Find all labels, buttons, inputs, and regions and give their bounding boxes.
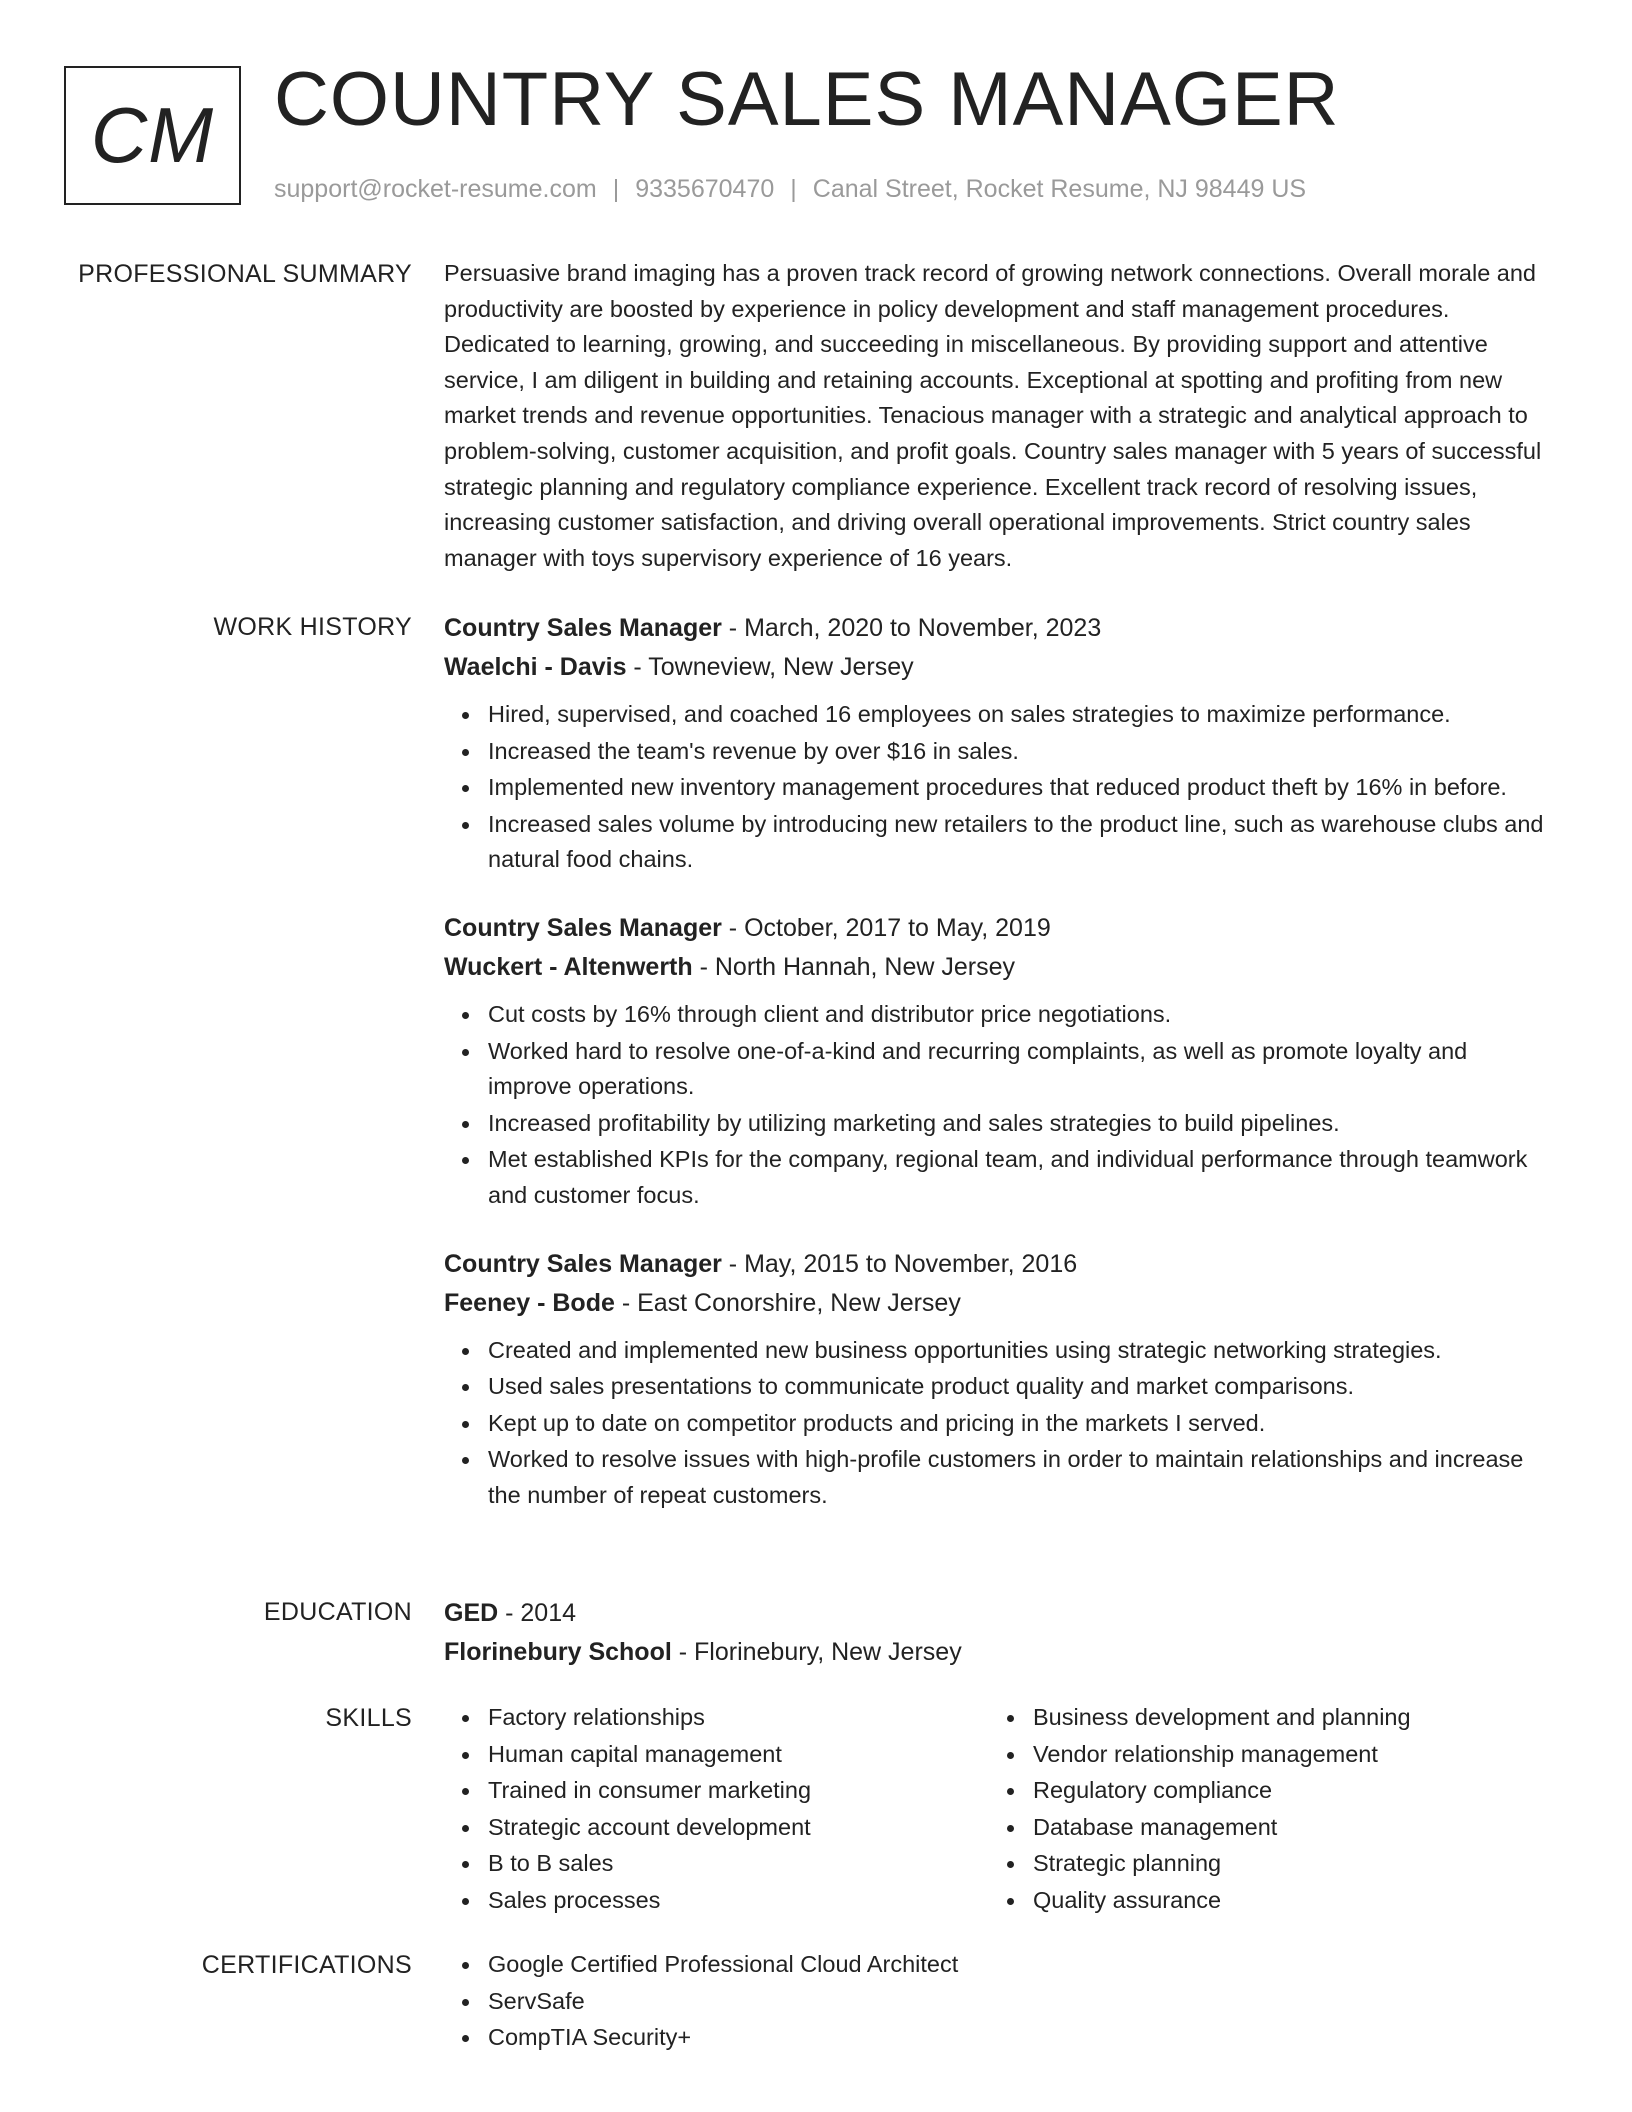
contact-line	[274, 173, 1306, 205]
job-dates: - October, 2017 to May, 2019	[721, 913, 1051, 942]
job-company: Wuckert - Altenwerth	[444, 952, 693, 981]
job-bullet: Cut costs by 16% through client and distributor price negotiations.	[488, 997, 1556, 1033]
job-bullet: Increased profitability by utilizing marketing and sales strategies to build pipelines.	[488, 1106, 1556, 1142]
contact-address: Canal Street, Rocket Resume, NJ 98449 US	[812, 175, 1307, 203]
job-bullet: Worked to resolve issues with high-profile customers in order to maintain relationships and increase the number of repeat customers.	[488, 1442, 1556, 1513]
skills-column-left	[444, 1700, 989, 1920]
job-title: Country Sales Manager	[444, 614, 722, 642]
section-label-skills: SKILLS	[325, 1704, 412, 1732]
job-title: Country Sales Manager	[444, 1249, 722, 1278]
contact-separator: |	[790, 175, 797, 203]
skills-list-right	[989, 1700, 1534, 1919]
job-bullets	[444, 1333, 1556, 1514]
education-year: - 2014	[498, 1599, 577, 1627]
jobs-list	[444, 609, 1556, 1545]
education-location: - Florinebury, New Jersey	[671, 1638, 962, 1666]
skill-item: Vendor relationship management	[1033, 1737, 1534, 1773]
section-label-summary: PROFESSIONAL SUMMARY	[78, 260, 412, 288]
job-location: - North Hannah, New Jersey	[692, 952, 1016, 981]
job-dates: - March, 2020 to November, 2023	[721, 614, 1102, 642]
job-title: Country Sales Manager	[444, 913, 722, 942]
skill-item: Business development and planning	[1033, 1700, 1534, 1736]
job-bullet: Kept up to date on competitor products and pricing in the markets I served.	[488, 1406, 1556, 1442]
contact-email[interactable]: support@rocket-resume.com	[274, 175, 597, 203]
monogram-logo: CM	[64, 66, 241, 205]
job-location: - East Conorshire, New Jersey	[614, 1288, 961, 1317]
job-bullet: Increased the team's revenue by over $16 in sales.	[488, 734, 1556, 770]
job-bullet: Used sales presentations to communicate product quality and market comparisons.	[488, 1369, 1556, 1405]
job-company-line	[444, 648, 1556, 687]
skills-grid	[444, 1700, 1556, 1920]
skills-list-left	[444, 1700, 989, 1919]
skill-item: Strategic account development	[488, 1810, 989, 1846]
job-title-line	[444, 1245, 1556, 1284]
job-bullet: Worked hard to resolve one-of-a-kind and recurring complaints, as well as promote loyalty and improve operations.	[488, 1034, 1556, 1105]
certification-item: CompTIA Security+	[488, 2020, 1556, 2056]
certification-item: ServSafe	[488, 1984, 1556, 2020]
skill-item: Human capital management	[488, 1737, 989, 1773]
contact-separator: |	[612, 175, 620, 203]
job-company: Waelchi - Davis	[444, 653, 627, 681]
job-entry	[444, 909, 1556, 1214]
job-location: - Towneview, New Jersey	[626, 653, 914, 681]
summary-text: Persuasive brand imaging has a proven track record of growing network connections. Overall morale and productivity are boosted by experience in policy development and staff management procedures. Dedicated to learning, growing, and succeeding in miscellaneous. By providing support and attentive service, I am diligent in building and retaining accounts. Exceptional at spotting and profiting from new market trends and revenue opportunities. Tenacious manager with a strategic and analytical approach to problem-solving, customer acquisition, and profit goals. Country sales manager with 5 years of successful strategic planning and regulatory compliance experience. Excellent track record of resolving issues, increasing customer satisfaction, and driving overall operational improvements. Strict country sales manager with toys supervisory experience of 16 years.	[444, 260, 1542, 571]
education-school: Florinebury School	[444, 1638, 672, 1666]
skill-item: Regulatory compliance	[1033, 1773, 1534, 1809]
certification-item: Google Certified Professional Cloud Architect	[488, 1947, 1556, 1983]
skill-item: Factory relationships	[488, 1700, 989, 1736]
job-bullets	[444, 697, 1556, 878]
job-dates: - May, 2015 to November, 2016	[721, 1249, 1078, 1278]
section-label-education: EDUCATION	[263, 1598, 412, 1626]
resume-title: COUNTRY SALES MANAGER	[274, 57, 1340, 142]
skill-item: Sales processes	[488, 1883, 989, 1919]
job-bullet: Created and implemented new business opportunities using strategic networking strategies.	[488, 1333, 1556, 1369]
job-bullet: Implemented new inventory management procedures that reduced product theft by 16% in before.	[488, 770, 1556, 806]
job-bullet: Increased sales volume by introducing new retailers to the product line, such as warehouse clubs and natural food chains.	[488, 807, 1556, 878]
skill-item: Quality assurance	[1033, 1883, 1534, 1919]
job-bullets	[444, 997, 1556, 1214]
job-title-line	[444, 609, 1556, 648]
skills-column-right	[989, 1700, 1534, 1920]
education-degree: GED	[444, 1599, 499, 1627]
job-bullet: Hired, supervised, and coached 16 employees on sales strategies to maximize performance.	[488, 697, 1556, 733]
education-school-line	[444, 1633, 1556, 1672]
section-label-work-history: WORK HISTORY	[213, 613, 412, 641]
education-degree-line	[444, 1594, 1556, 1633]
job-company: Feeney - Bode	[444, 1288, 615, 1317]
skill-item: Database management	[1033, 1810, 1534, 1846]
section-label-certifications: CERTIFICATIONS	[201, 1951, 412, 1979]
skill-item: Trained in consumer marketing	[488, 1773, 989, 1809]
contact-phone[interactable]: 9335670470	[635, 175, 775, 203]
job-company-line	[444, 948, 1556, 987]
job-entry	[444, 1245, 1556, 1514]
job-bullet: Met established KPIs for the company, regional team, and individual performance through teamwork and customer focus.	[488, 1142, 1556, 1213]
job-entry	[444, 609, 1556, 878]
job-company-line	[444, 1284, 1556, 1323]
skill-item: Strategic planning	[1033, 1846, 1534, 1882]
certifications-list	[444, 1947, 1556, 2056]
skill-item: B to B sales	[488, 1846, 989, 1882]
job-title-line	[444, 909, 1556, 948]
